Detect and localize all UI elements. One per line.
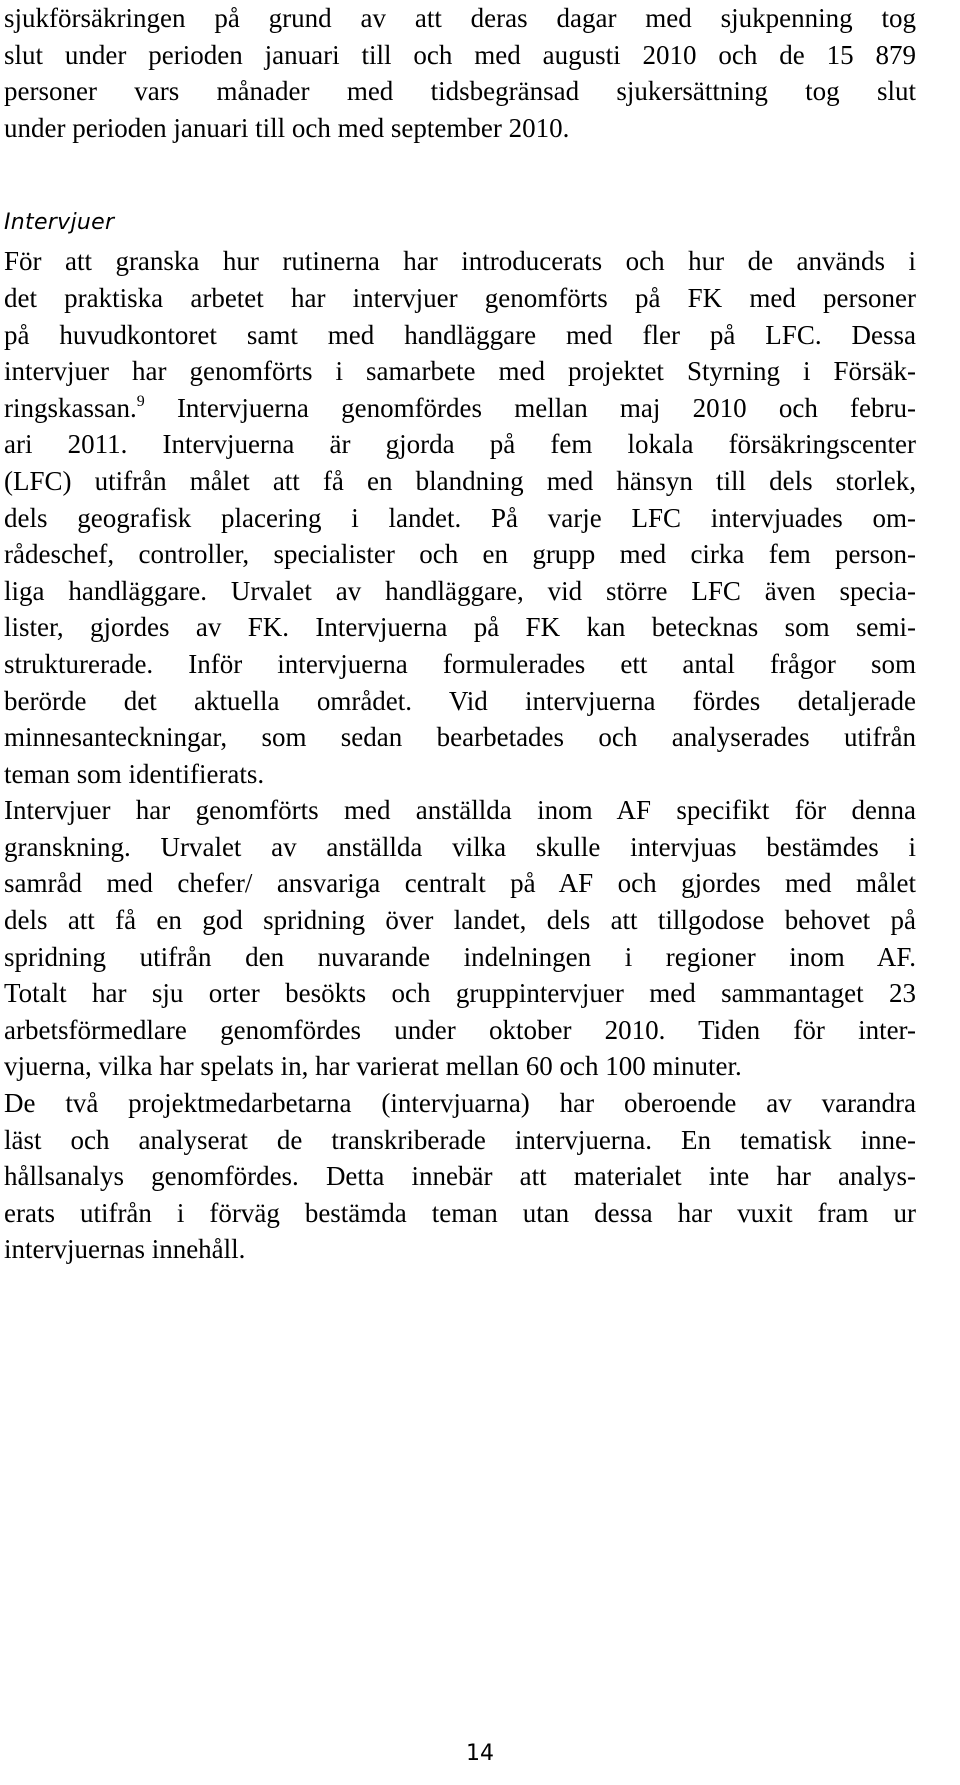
text-fragment: Intervjuerna genomfördes mellan maj 2010 och febru- xyxy=(144,392,916,423)
text-fragment: ringskassan. xyxy=(4,392,137,423)
text-line: erats utifrån i förväg bestämda teman utan dessa har vuxit fram ur xyxy=(4,1197,916,1228)
section-heading: Intervjuer xyxy=(4,210,115,236)
text-line: det praktiska arbetet har intervjuer genomförts på FK med personer xyxy=(4,282,916,313)
footnote-reference: 9 xyxy=(136,392,145,410)
paragraph-analysis xyxy=(4,1085,916,1268)
text-line: teman som identifierats. xyxy=(4,758,265,789)
text-line: minnesanteckningar, som sedan bearbetades och analyserades utifrån xyxy=(4,722,916,753)
text-line: dels geografisk placering i landet. På varje LFC intervjuades om- xyxy=(4,502,916,533)
paragraph-interviews-fk xyxy=(4,243,916,792)
text-line: Totalt har sju orter besökts och gruppintervjuer med sammantaget 23 xyxy=(4,978,916,1009)
text-line: strukturerade. Inför intervjuerna formulerades ett antal frågor som xyxy=(4,648,916,679)
text-line: berörde det aktuella området. Vid intervjuerna fördes detaljerade xyxy=(4,685,916,716)
paragraph-intro xyxy=(4,0,916,146)
text-line: rådeschef, controller, specialister och en grupp med cirka fem person- xyxy=(4,539,916,570)
paragraph-interviews-af xyxy=(4,792,916,1085)
text-line: (LFC) utifrån målet att få en blandning med hänsyn till dels storlek, xyxy=(4,465,916,496)
text-line: liga handläggare. Urvalet av handläggare, vid större LFC även specia- xyxy=(4,575,916,606)
text-line: läst och analyserat de transkriberade intervjuerna. En tematisk inne- xyxy=(4,1124,916,1155)
text-line: samråd med chefer/ ansvariga centralt på AF och gjordes med målet xyxy=(4,868,916,899)
text-line-with-footnote xyxy=(4,390,916,427)
text-line: Intervjuer har genomförts med anställda inom AF specifikt för denna xyxy=(4,795,916,826)
text-line: ari 2011. Intervjuerna är gjorda på fem lokala försäkringscenter xyxy=(4,429,916,460)
text-line: sjukförsäkringen på grund av att deras dagar med sjukpenning tog xyxy=(4,3,916,33)
text-line: personer vars månader med tidsbegränsad sjukersättning tog slut xyxy=(4,76,916,107)
text-line: intervjuer har genomförts i samarbete med projektet Styrning i Försäk- xyxy=(4,356,916,387)
text-line: lister, gjordes av FK. Intervjuerna på FK kan betecknas som semi- xyxy=(4,612,916,643)
text-line: granskning. Urvalet av anställda vilka skulle intervjuas bestämdes i xyxy=(4,831,916,862)
text-line: De två projektmedarbetarna (intervjuarna) har oberoende av varandra xyxy=(4,1088,916,1119)
text-line: spridning utifrån den nuvarande indelningen i regioner inom AF. xyxy=(4,941,916,972)
text-line: intervjuernas innehåll. xyxy=(4,1234,246,1265)
body-text xyxy=(4,0,916,1268)
text-line: slut under perioden januari till och med augusti 2010 och de 15 879 xyxy=(4,39,916,70)
text-line: dels att få en god spridning över landet, dels att tillgodose behovet på xyxy=(4,905,916,936)
text-line: under perioden januari till och med september 2010. xyxy=(4,112,570,143)
text-line: arbetsförmedlare genomfördes under oktober 2010. Tiden för inter- xyxy=(4,1014,916,1045)
text-line: på huvudkontoret samt med handläggare med fler på LFC. Dessa xyxy=(4,319,916,350)
page-number: 14 xyxy=(466,1741,494,1766)
text-line: hållsanalys genomfördes. Detta innebär att materialet inte har analys- xyxy=(4,1161,916,1192)
text-line: vjuerna, vilka har spelats in, har varierat mellan 60 och 100 minuter. xyxy=(4,1051,742,1082)
text-line: För att granska hur rutinerna har introducerats och hur de används i xyxy=(4,246,916,277)
